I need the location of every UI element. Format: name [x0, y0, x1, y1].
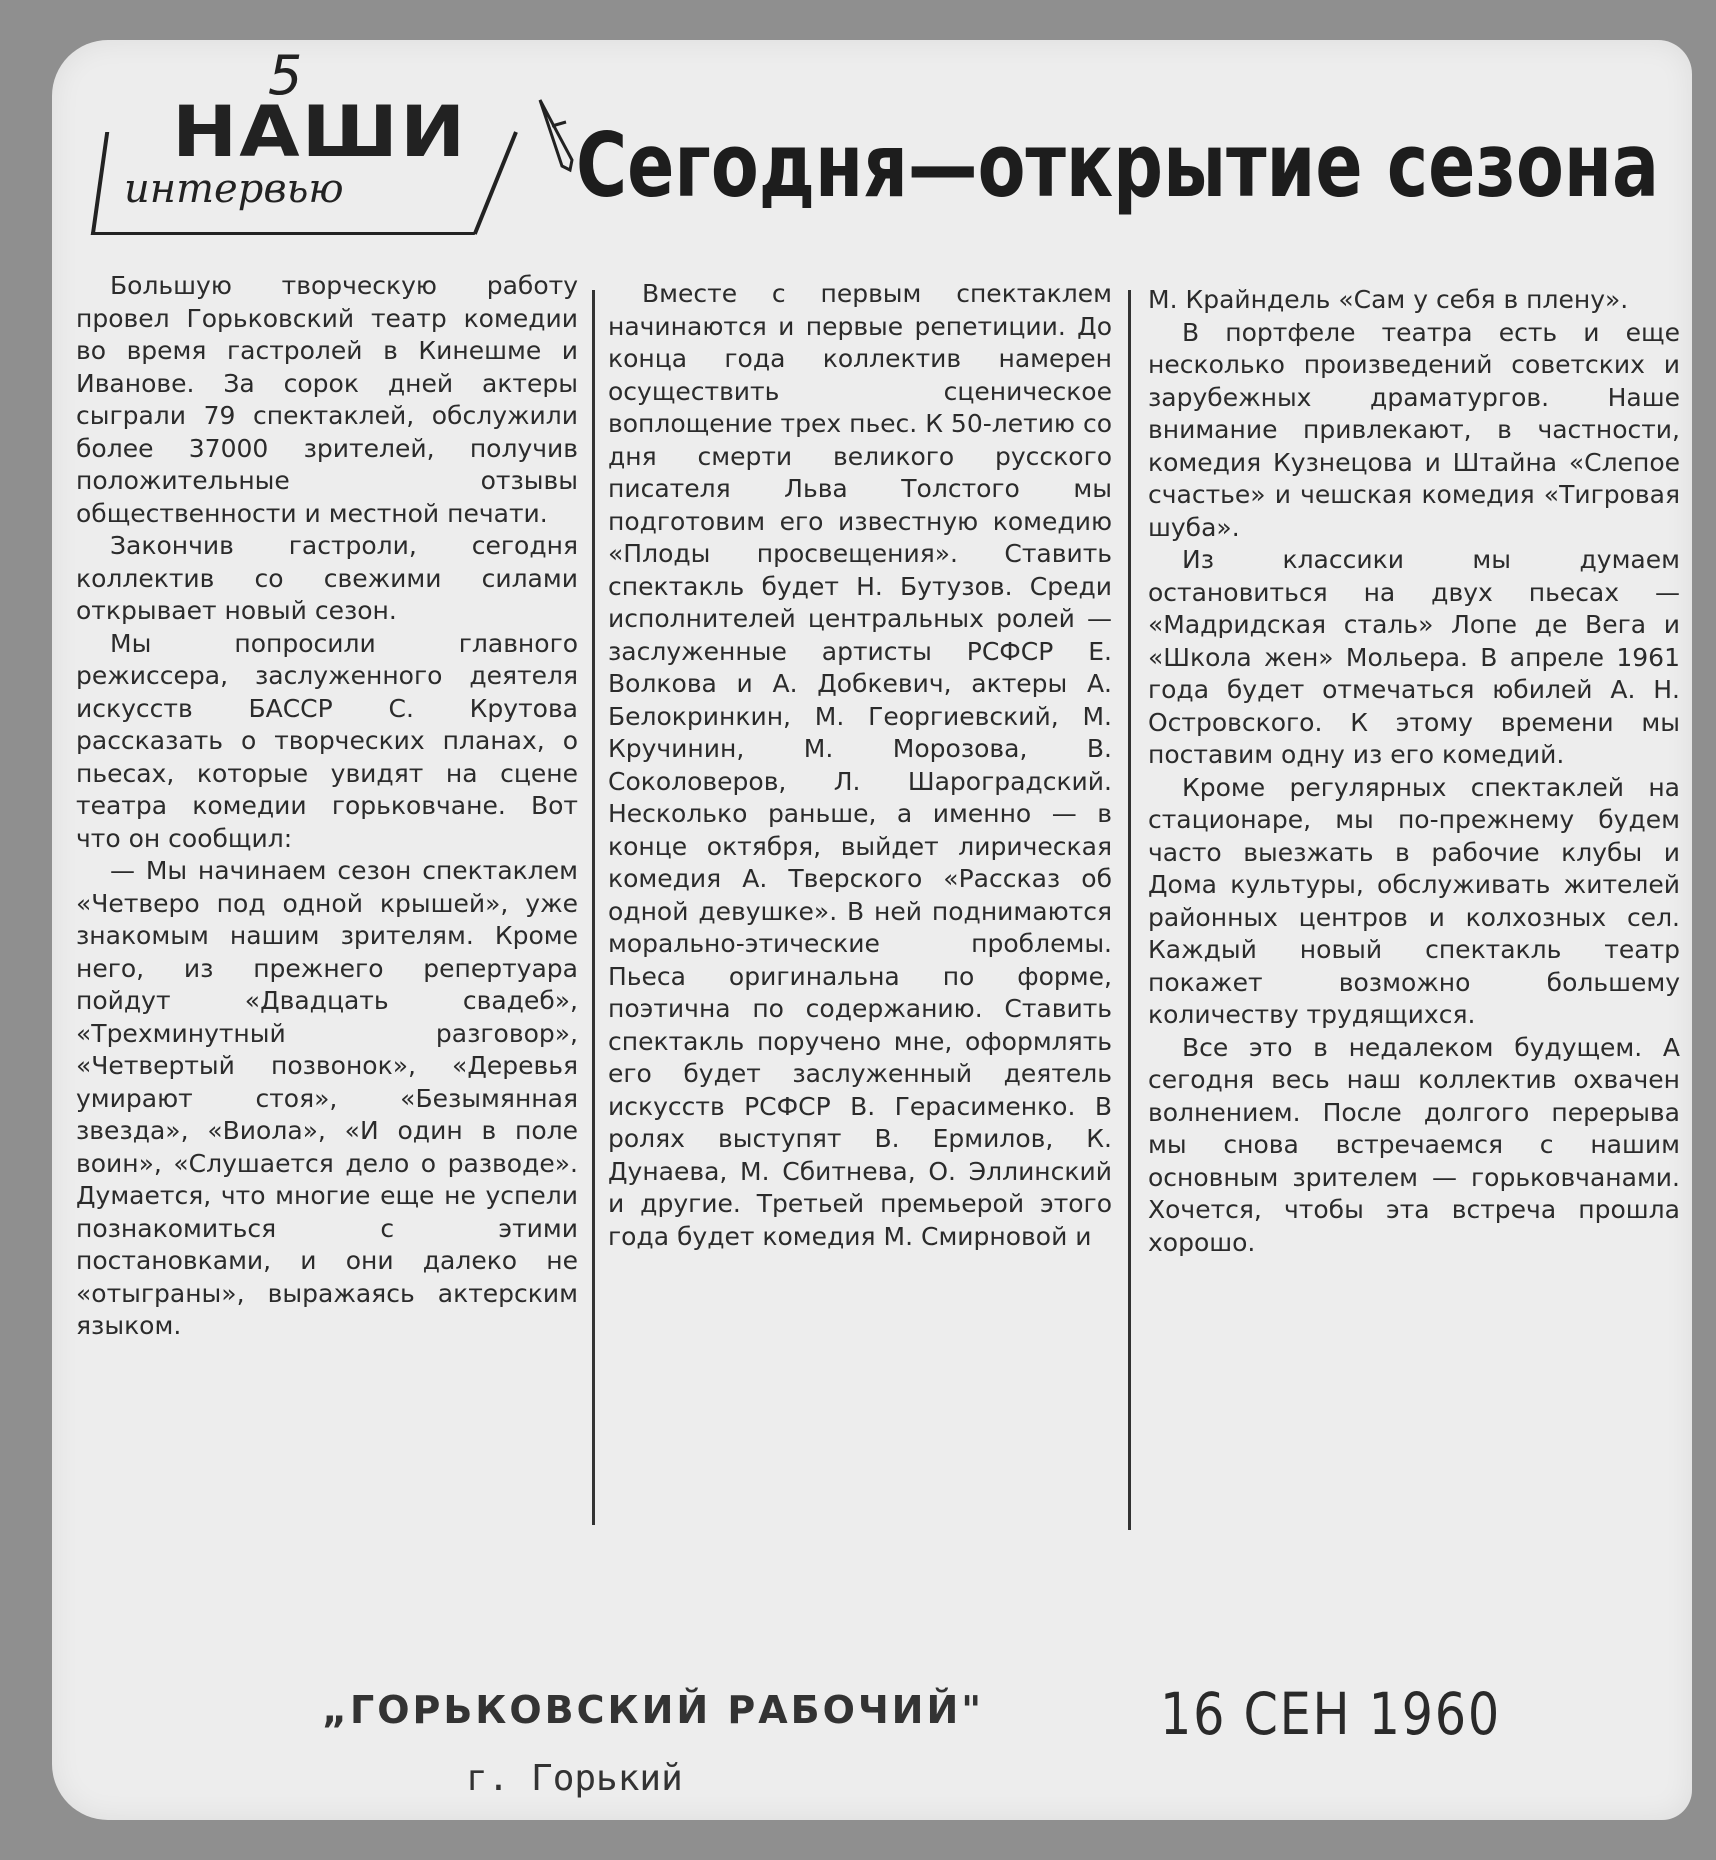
- paragraph: Мы попросили главного режиссера, заслуженного деятеля искусств БАССР С. Крутова рассказать о творческих планах, о пьесах, которые увидят на сцене театра комедии горьковчане. Вот что он сообщил:: [76, 628, 578, 853]
- pen-nib-icon: [532, 96, 582, 176]
- newspaper-city: г. Горький: [466, 1758, 683, 1799]
- date-stamp: 16 СЕН 1960: [1160, 1680, 1501, 1748]
- paragraph: Большую творческую работу провел Горьковский театр комедии во время гастролей в Кинешме и Иванове. За сорок дней актеры сыграли 79 спектаклей, обслужили более 37000 зрителей, получив положительные отзывы общественности и местной печати.: [76, 271, 578, 528]
- paragraph: В портфеле театра есть и еще несколько произведений советских и зарубежных драматургов. Наше внимание привлекают, в частности, комедия Кузнецова и Штайна «Слепое счастье» и чешская комедия «Тигровая шуба».: [1148, 317, 1680, 542]
- newspaper-source: „ГОРЬКОВСКИЙ РАБОЧИЙ": [322, 1688, 985, 1732]
- column-divider: [592, 290, 595, 1525]
- article-column-1: [76, 270, 578, 1343]
- paragraph: М. Крайндель «Сам у себя в плену».: [1148, 285, 1629, 314]
- handwritten-page-number: 5: [268, 44, 303, 107]
- article-column-3: [1148, 284, 1680, 1259]
- paragraph: Закончив гастроли, сегодня коллектив со свежими силами открывает новый сезон.: [76, 531, 578, 625]
- paragraph: Из классики мы думаем остановиться на двух пьесах — «Мадридская сталь» Лопе де Вега и «Школа жен» Мольера. В апреле 1961 года будет отмечаться юбилей А. Н. Островского. К этому времени мы поставим одну из его комедий.: [1148, 545, 1680, 769]
- column-divider: [1128, 290, 1131, 1530]
- paragraph: Вместе с первым спектаклем начинаются и первые репетиции. До конца года коллектив намерен осуществить сценическое воплощение трех пьес. К 50-летию со дня смерти великого русского писателя Льва Толстого мы подготовим его известную комедию «Плоды просвещения». Ставить спектакль будет Н. Бутузов. Среди исполнителей центральных ролей — заслуженные артисты РСФСР Е. Волкова и А. Добкевич, актеры А. Белокринкин, М. Георгиевский, М. Кручинин, М. Морозова, В. Соколоверов, Л. Шароградский. Несколько раньше, а именно — в конце октября, выйдет лирическая комедия А. Тверского «Рассказ об одной девушке». В ней поднимаются морально-этические проблемы. Пьеса оригинальна по форме, поэтична по содержанию. Ставить спектакль поручено мне, оформлять его будет заслуженный деятель искусств РСФСР В. Герасименко. В ролях выступят В. Ермилов, К. Дунаева, М. Сбитнева, О. Эллинский и другие. Третьей премьерой этого года будет комедия М. Смирновой и: [608, 279, 1112, 1251]
- paragraph: Кроме регулярных спектаклей на стационаре, мы по-прежнему будем часто выезжать в рабочие клубы и Дома культуры, обслуживать жителей районных центров и колхозных сел. Каждый новый спектакль театр покажет возможно большему количеству трудящихся.: [1148, 772, 1680, 1029]
- article-headline: Сегодня—открытие сезона: [576, 114, 1660, 217]
- paragraph: — Мы начинаем сезон спектаклем «Четверо под одной крышей», уже знакомым нашим зрителям. Кроме него, из прежнего репертуара пойдут «Двадцать свадеб», «Трехминутный разговор», «Четвертый позвонок», «Деревья умирают стоя», «Безымянная звезда», «Виола», «И один в поле воин», «Слушается дело о разводе». Думается, что многие еще не успели познакомиться с этими постановками, и они далеко не «отыграны», выражаясь актерским языком.: [76, 856, 578, 1340]
- rubric-title: НАШИ: [172, 92, 468, 173]
- rubric-logo: [94, 92, 534, 242]
- paragraph: Все это в недалеком будущем. А сегодня весь наш коллектив охвачен волнением. После долгого перерыва мы снова встречаемся с нашим основным зрителем — горьковчанами. Хочется, чтобы эта встреча прошла хорошо.: [1148, 1032, 1680, 1257]
- rubric-subtitle: интервью: [124, 166, 344, 212]
- article-column-2: [608, 278, 1112, 1253]
